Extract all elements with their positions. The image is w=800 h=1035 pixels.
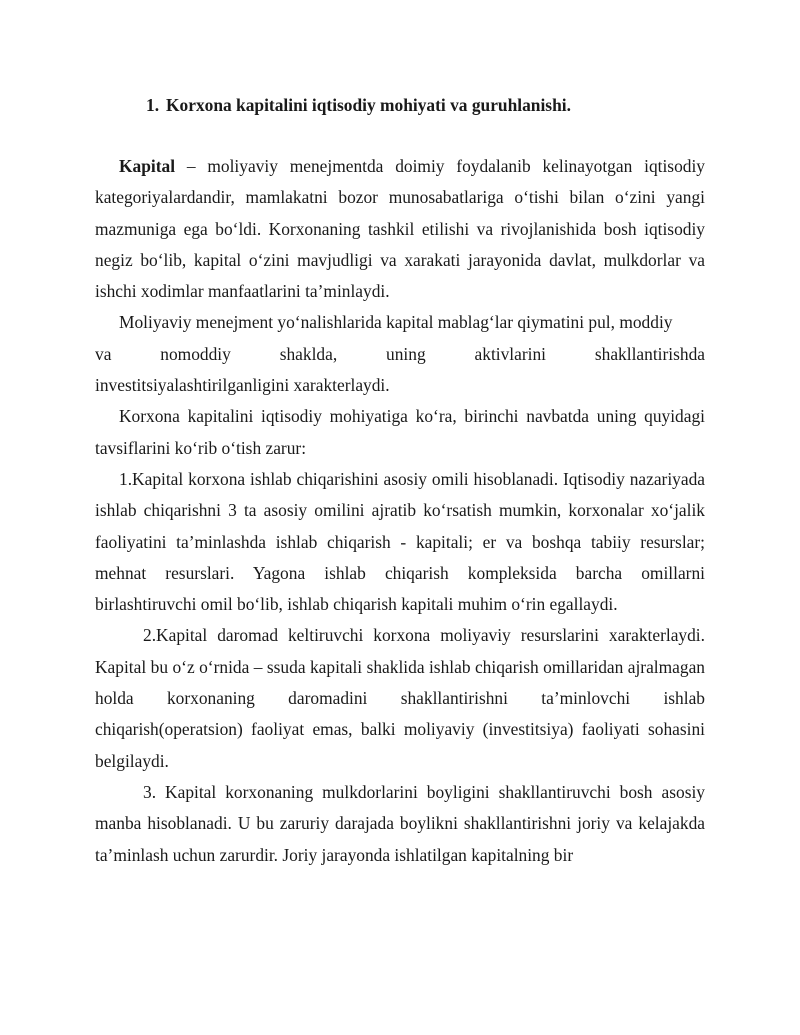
paragraph-essence-intro bbox=[95, 401, 705, 464]
paragraph-text: 3. Kapital korxonaning mulkdorlarini boyligini shakllantiruvchi bosh asosiy manba hisoblanadi. U bu zaruriy darajada boylikni shakllantirishni joriy va kelajakda ta’minlash uchun zarurdir. Joriy jarayonda ishlatilgan kapitalning bir bbox=[95, 781, 705, 865]
paragraph-text: Moliyaviy menejment yo‘nalishlarida kapital mablag‘lar qiymatini pul, moddiy bbox=[119, 312, 673, 333]
paragraph-financial-management-line2 bbox=[95, 339, 705, 370]
paragraph-point-3 bbox=[95, 777, 705, 871]
paragraph-text: – moliyaviy menejmentda doimiy foydalanib kelinayotgan iqtisodiy kategoriyalardandir, mamlakatni bozor munosabatlariga o‘tishi bilan o‘zini yangi mazmuniga ega bo‘ldi. Korxonaning tashkil etilishi va rivojlanishida bosh iqtisodiy negiz bo‘lib, kapital o‘zini mavjudligi va xarakati jarayonida davlat, mulkdorlar va ishchi xodimlar manfaatlarini ta’minlaydi. bbox=[95, 156, 705, 302]
lead-term: Kapital bbox=[119, 156, 176, 176]
paragraph-point-2 bbox=[95, 620, 705, 776]
section-heading bbox=[146, 93, 571, 117]
paragraph-text: Korxona kapitalini iqtisodiy mohiyatiga ko‘ra, birinchi navbatda uning quyidagi tavsiflarini ko‘rib o‘tish zarur: bbox=[95, 406, 705, 458]
paragraph-financial-management-line1 bbox=[95, 307, 705, 338]
section-number: 1. bbox=[146, 95, 160, 115]
section-title: Korxona kapitalini iqtisodiy mohiyati va guruhlanishi. bbox=[166, 95, 571, 115]
body-text bbox=[95, 151, 705, 871]
paragraph-text: investitsiyalashtirilganligini xarakterlaydi. bbox=[95, 375, 390, 396]
paragraph-financial-management-line3 bbox=[95, 370, 705, 401]
paragraph-text: va nomoddiy shaklda, uning aktivlarini shakllantirishda bbox=[95, 343, 705, 364]
paragraph-capital-definition bbox=[95, 151, 705, 307]
paragraph-text: 1.Kapital korxona ishlab chiqarishini asosiy omili hisoblanadi. Iqtisodiy nazariyada ishlab chiqarishni 3 ta asosiy omilini ajratib ko‘rsatish mumkin, korxonalar xo‘jalik faoliyatini ta’minlashda ishlab chiqarish - kapitali; er va boshqa tabiiy resurslar; mehnat resurslari. Yagona ishlab chiqarish kompleksida barcha omillarni birlashtiruvchi omil bo‘lib, ishlab chiqarish kapitali muhim o‘rin egallaydi. bbox=[95, 468, 705, 615]
paragraph-point-1 bbox=[95, 464, 705, 620]
paragraph-text: 2.Kapital daromad keltiruvchi korxona moliyaviy resurslarini xarakterlaydi. Kapital bu o‘z o‘rnida – ssuda kapitali shaklida ishlab chiqarish omillaridan ajralmagan holda korxonaning daromadini shakllantirishni ta’minlovchi ishlab chiqarish(operatsion) faoliyat emas, balki moliyaviy (investitsiya) faoliyati sohasini belgilaydi. bbox=[95, 625, 705, 771]
